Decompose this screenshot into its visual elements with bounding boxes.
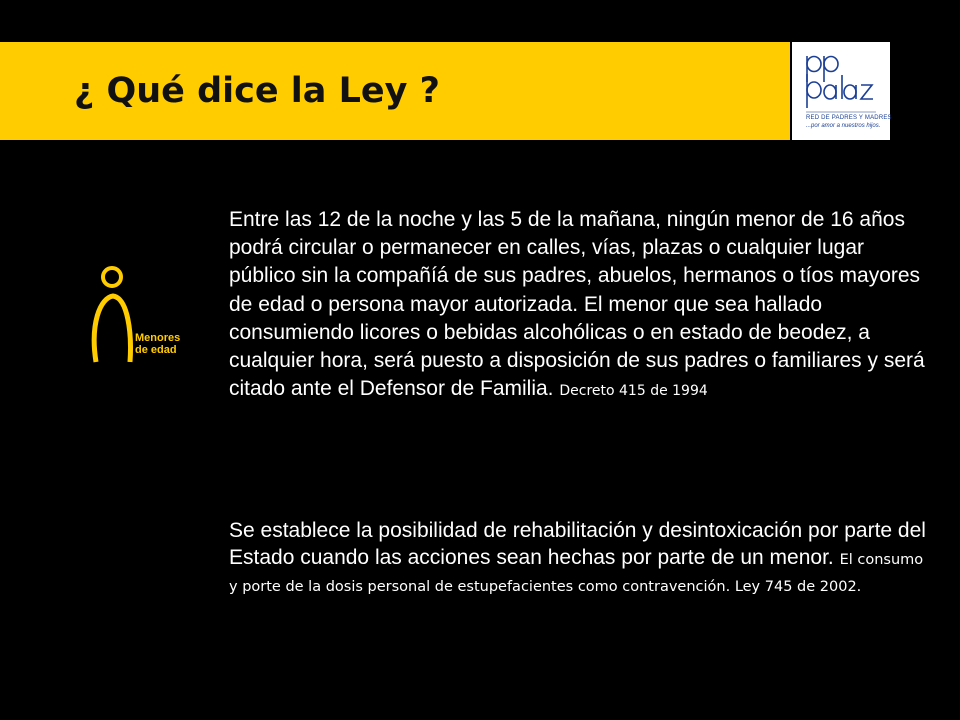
menores-de-edad-icon-group — [78, 264, 208, 364]
paragraph-curfew-text: Entre las 12 de la noche y las 5 de la mañana, ningún menor de 16 años podrá circular o permanecer en calles, vías, plazas o cualquier lugar público sin la compañíá de sus padres, abuelos, hermanos o tíos mayores de edad o persona mayor autorizada. El menor que sea hallado consumiendo licores o bebidas alcohólicas o en estado de beodez, a cualquier hora, será puesto a disposición de sus padres o familiares y será citado ante el Defensor de Familia. — [229, 208, 925, 401]
logo — [792, 42, 890, 140]
paragraph-rehabilitation-text: Se establece la posibilidad de rehabilitación y desintoxicación por parte del Estado cuando las acciones sean hechas por parte de un menor. — [229, 519, 926, 569]
paragraph-rehabilitation — [229, 517, 929, 598]
paragraph-curfew — [229, 206, 929, 405]
page-title: ¿ Qué dice la Ley ? — [74, 71, 440, 111]
icon-label-line1: Menores — [135, 332, 181, 344]
title-bar — [0, 42, 790, 140]
paragraph-rehabilitation-reference: El consumo y porte de la dosis personal de estupefacientes como contravención. Ley 745 de 2002. — [229, 552, 924, 595]
menores-de-edad-icon — [78, 264, 138, 364]
paragraph-curfew-reference: Decreto 415 de 1994 — [559, 383, 708, 400]
logo-tagline: RED DE PADRES Y MADRES — [806, 115, 892, 121]
logo-subtagline: ...por amor a nuestros hijos. — [806, 123, 881, 129]
icon-label — [135, 332, 180, 356]
icon-label-line2: de edad — [135, 344, 177, 356]
